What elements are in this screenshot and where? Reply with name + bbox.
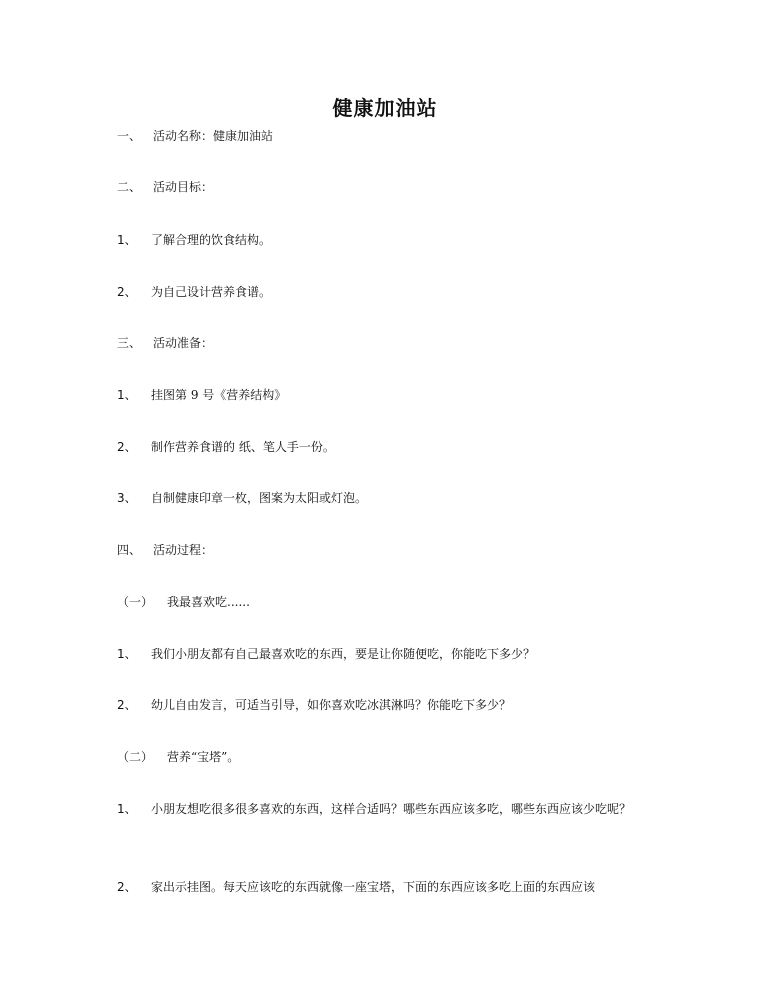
item-text: 为自己设计营养食谱。 xyxy=(151,285,272,299)
item-text: 制作营养食谱的 纸、笔人手一份。 xyxy=(151,440,335,454)
item-number: （一） xyxy=(117,595,154,609)
list-item xyxy=(117,436,667,458)
section-heading-2 xyxy=(117,176,667,198)
item-text: 我最喜欢吃...... xyxy=(167,595,250,609)
item-number: 1、 xyxy=(117,647,137,661)
section-heading-3 xyxy=(117,332,667,354)
item-text: 了解合理的饮食结构。 xyxy=(151,233,272,247)
item-text: 家出示挂图。每天应该吃的东西就像一座宝塔，下面的东西应该多吃上面的东西应该 xyxy=(151,880,596,894)
item-text: 幼儿自由发言，可适当引导，如你喜欢吃冰淇淋吗？你能吃下多少？ xyxy=(151,698,512,712)
item-text: 我们小朋友都有自己最喜欢吃的东西，要是让你随便吃，你能吃下多少？ xyxy=(151,647,536,661)
document-title: 健康加油站 xyxy=(332,96,438,120)
section-heading-1 xyxy=(117,125,667,147)
list-item xyxy=(117,487,667,509)
section-heading-4 xyxy=(117,539,667,561)
list-item xyxy=(117,798,667,820)
item-number: 2、 xyxy=(117,698,137,712)
item-text: 活动过程： xyxy=(153,543,214,557)
item-text: 营养“宝塔”。 xyxy=(167,750,240,764)
subsection-heading-2 xyxy=(117,746,667,768)
item-text: 自制健康印章一枚，图案为太阳或灯泡。 xyxy=(151,491,368,505)
item-text: 活动准备： xyxy=(153,336,214,350)
list-item xyxy=(117,876,667,898)
item-text: 活动名称：健康加油站 xyxy=(153,129,274,143)
item-number: 二、 xyxy=(117,180,142,194)
item-number: 四、 xyxy=(117,543,142,557)
item-text: 小朋友想吃很多很多喜欢的东西，这样合适吗？哪些东西应该多吃，哪些东西应该少吃呢？ xyxy=(151,802,632,816)
list-item xyxy=(117,643,667,665)
list-item xyxy=(117,384,667,406)
item-number: 1、 xyxy=(117,388,137,402)
subsection-heading-1 xyxy=(117,591,667,613)
item-number: （二） xyxy=(117,750,154,764)
item-number: 2、 xyxy=(117,440,137,454)
list-item xyxy=(117,229,667,251)
item-number: 2、 xyxy=(117,285,137,299)
item-text: 活动目标： xyxy=(153,180,214,194)
item-number: 1、 xyxy=(117,233,137,247)
item-number: 3、 xyxy=(117,491,137,505)
list-item xyxy=(117,281,667,303)
item-number: 2、 xyxy=(117,880,137,894)
item-number: 三、 xyxy=(117,336,142,350)
item-number: 一、 xyxy=(117,129,142,143)
item-number: 1、 xyxy=(117,802,137,816)
list-item xyxy=(117,694,667,716)
item-text: 挂图第 9 号《营养结构》 xyxy=(151,388,287,402)
